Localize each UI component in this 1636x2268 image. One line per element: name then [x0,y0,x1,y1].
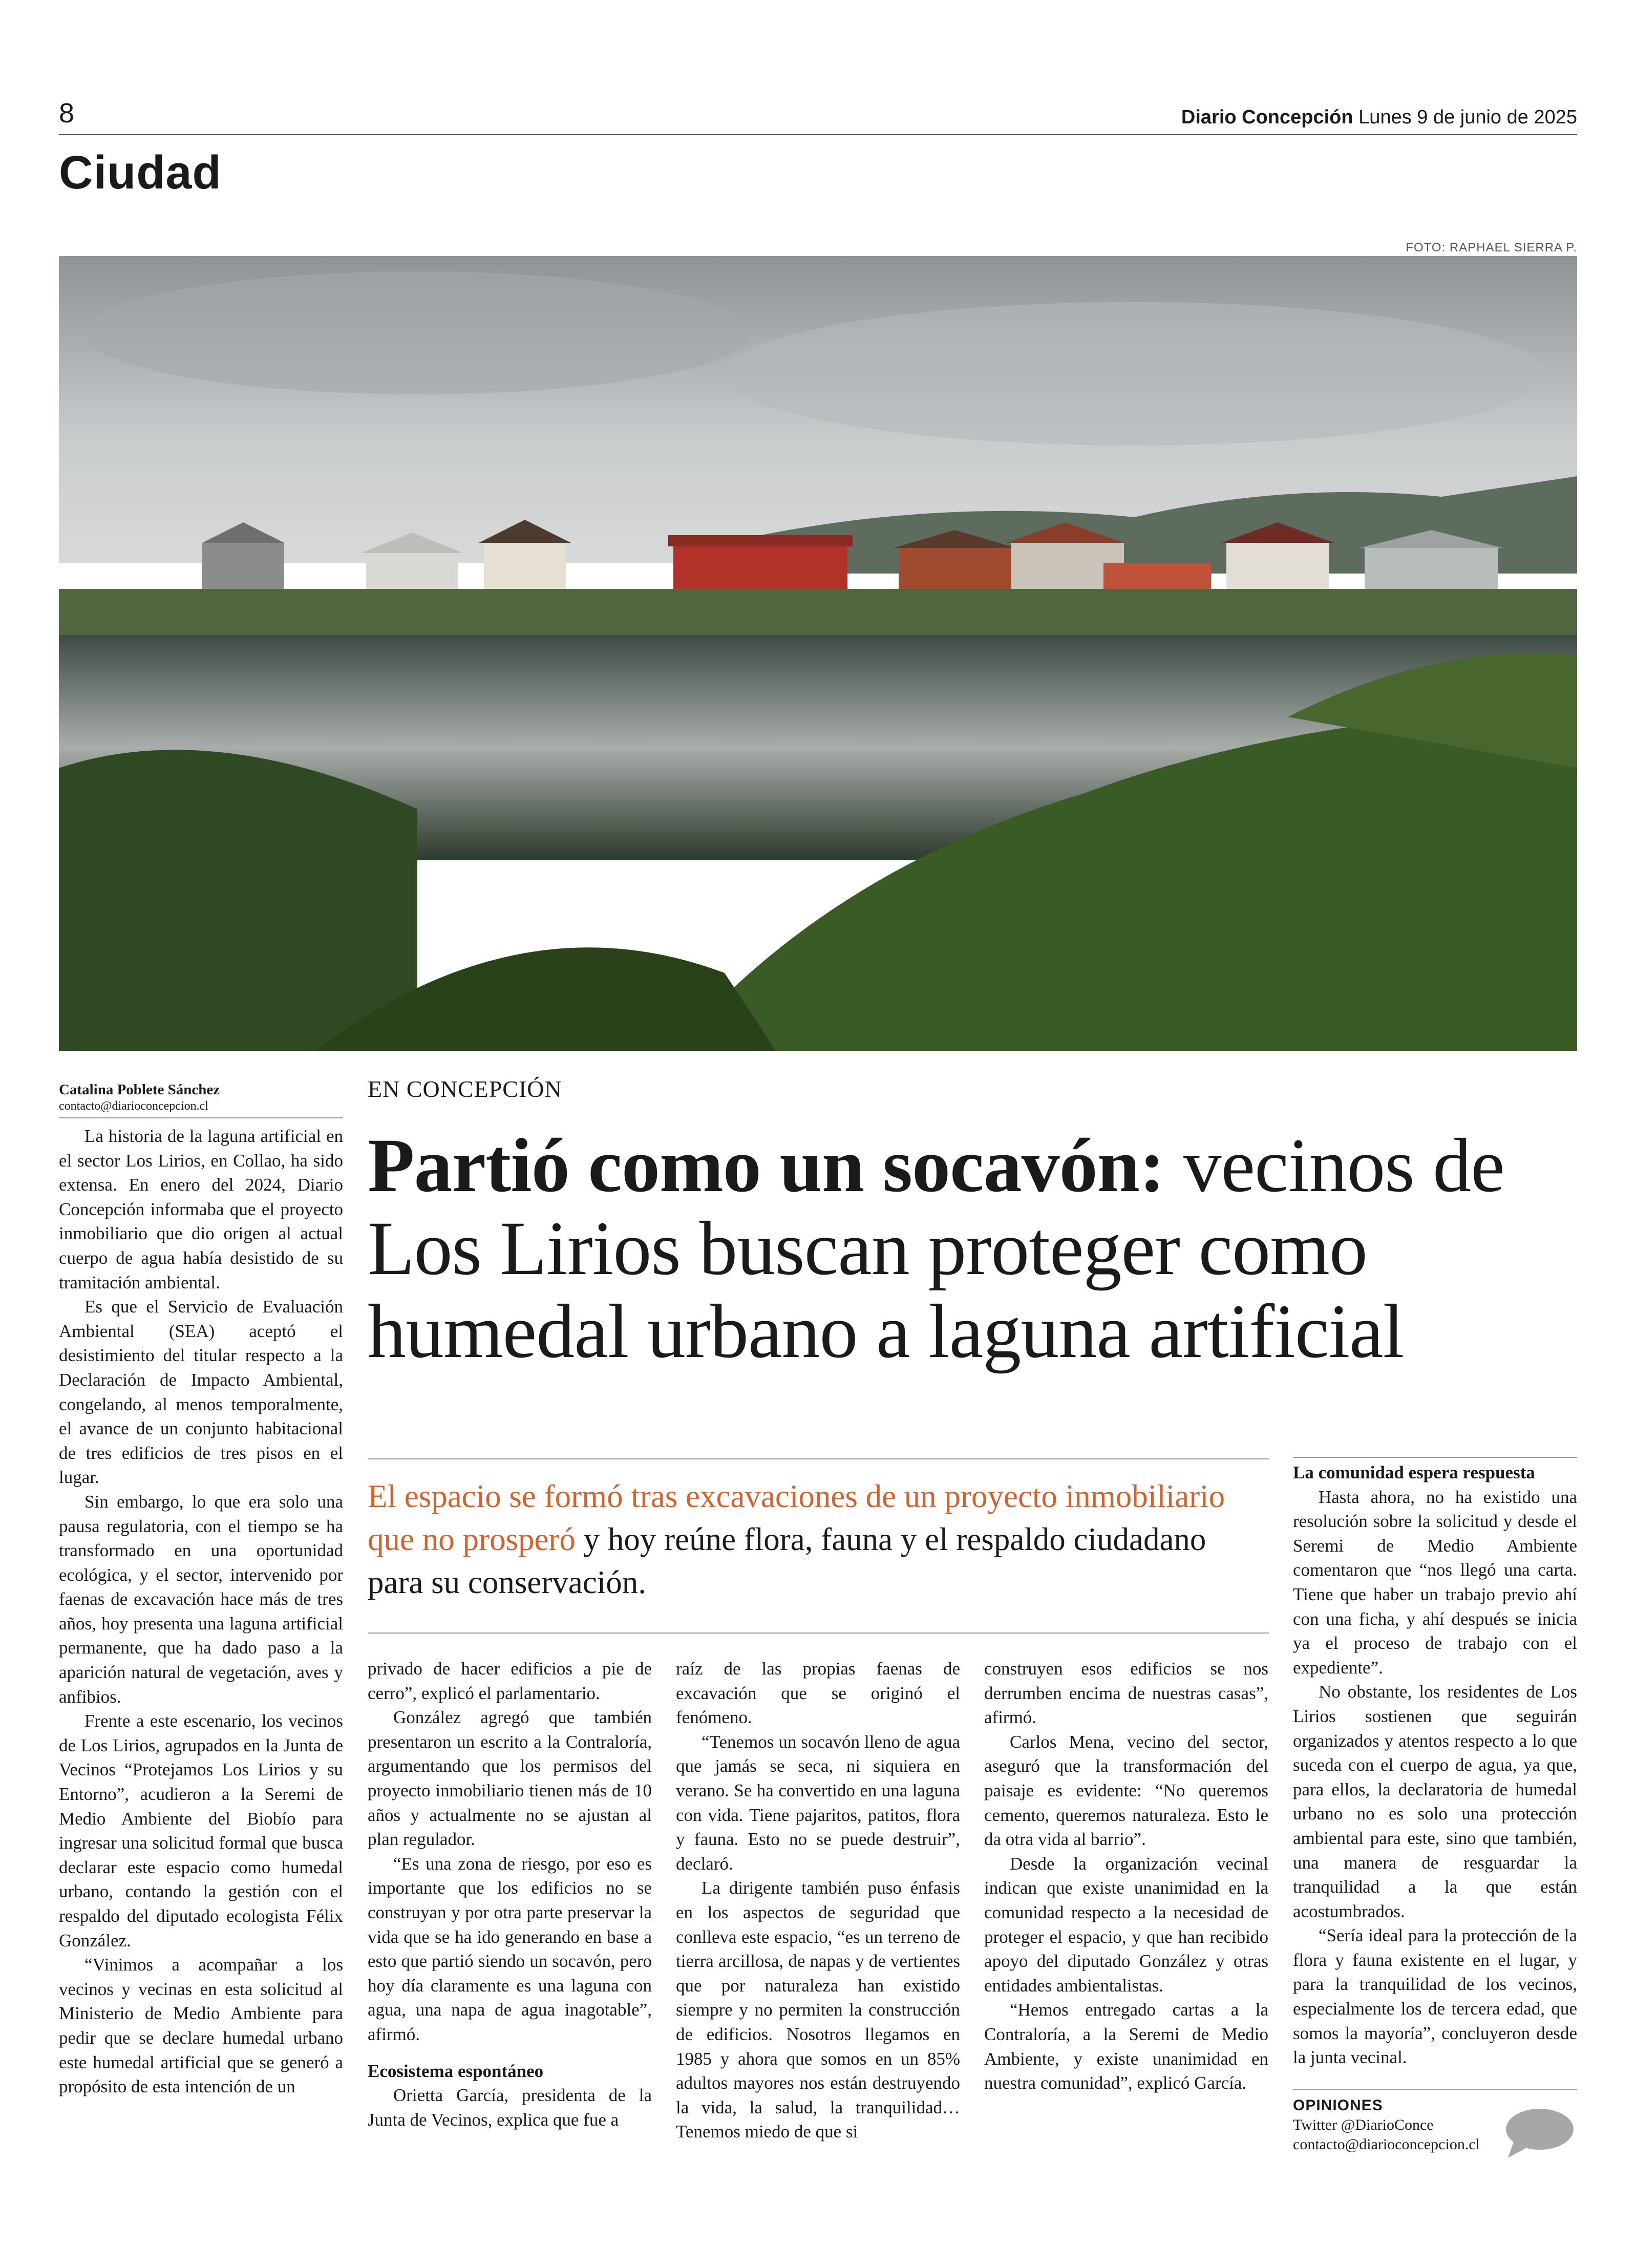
deck-accent: El espacio se formó tras excavaciones de un proyecto inmobiliario que no prosperó [368,1478,1225,1557]
kicker: EN CONCEPCIÓN [368,1076,562,1102]
paragraph: Hasta ahora, no ha existido una resolución sobre la solicitud y desde el Seremi de Medio Ambiente comentaron que “nos llegó una carta. Tiene que haber un trabajo previo ahí con una ficha, y ahí después se inicia ya el proceso de trabajo con el expediente”. [1293,1487,1577,1678]
paragraph: No obstante, los residentes de Los Lirios sostienen que seguirán organizados y atentos respecto a lo que suceda con el cuerpo de agua, ya que, para ellos, la declaratoria de humedal urbano no es solo una protección ambiental para este, sino que también, una manera de resguardar la tranquilidad a la que están acostumbrados. [1293,1682,1577,1921]
paragraph: La historia de la laguna artificial en el sector Los Lirios, en Collao, ha sido extensa. En enero del 2024, Diario Concepción informaba que el proyecto inmobiliario que dio origen al actual cuerpo de agua había desistido de su tramitación ambiental. [59,1126,343,1292]
paragraph: raíz de las propias faenas de excavación que se originó el fenómeno. [676,1659,960,1728]
paragraph: Es que el Servicio de Evaluación Ambiental (SEA) aceptó el desistimiento del titular respecto a la Declaración de Impacto Ambiental, congelando, al menos temporalmente, el avance de un conjunto habitacional de tres edificios de tres pisos en el lugar. [59,1297,343,1488]
paragraph: Carlos Mena, vecino del sector, aseguró que la transformación del paisaje es evidente: “No queremos cemento, queremos naturaleza. Esto le da otra vida al barrio”. [984,1731,1268,1850]
paragraph: “Sería ideal para la protección de la flora y fauna existente en el lugar, y para la tranquilidad de los vecinos, especialmente los de tercera edad, que somos la mayoría”, concluyeron desde la junta vecinal. [1293,1925,1577,2068]
section-title: Ciudad [59,146,222,199]
article-column-3 [676,1657,960,2144]
paragraph: Frente a este escenario, los vecinos de Los Lirios, agrupados en la Junta de Vecinos “Protejamos Los Lirios y su Entorno”, acudieron a la Seremi de Medio Ambiente del Biobío para ingresar una solicitud formal que busca declarar este espacio como humedal urbano, contando la gestión con el respaldo del diputado ecologista Félix González. [59,1711,343,1951]
paragraph: “Vinimos a acompañar a los vecinos y vecinas en esta solicitud al Ministerio de Medio Ambiente para pedir que se declare humedal urbano este humedal artificial que se generó a propósito de esta intención de un [59,1955,343,2097]
cloud [84,271,750,394]
paragraph: Orietta García, presidenta de la Junta de Vecinos, explica que fue a [368,2085,652,2130]
article-column-5 [1293,1460,1577,2070]
deck-rule [368,1633,1269,1634]
byline-author: Catalina Poblete Sánchez [59,1082,220,1098]
paragraph: Desde la organización vecinal indican que existe unanimidad en la comunidad respecto a la necesidad de proteger el espacio, y que han recibido apoyo del diputado González y otras entidades ambientalistas. [984,1853,1268,1996]
headline-rule [368,1458,1269,1459]
byline-email: contacto@diarioconcepcion.cl [59,1099,208,1113]
headline-bold: Partió como un socavón: [368,1123,1165,1208]
byline-rule [59,1117,343,1118]
page-number: 8 [59,98,75,129]
deck [368,1475,1248,1604]
subhead-comunidad: La comunidad espera respuesta [1293,1462,1535,1482]
paragraph: Sin embargo, lo que era solo una pausa regulatoria, con el tiempo se ha transformado en una oportunidad ecológica, y el sector, intervenido por faenas de excavación hace más de tres años, hoy presenta una laguna artificial permanente, que ha dado paso a la aparición natural de vegetación, aves y anfibios. [59,1491,343,1707]
article-column-4 [984,1657,1268,2095]
opiniones-twitter[interactable]: Twitter @DiarioConce [1293,2116,1434,2133]
header-rule [59,134,1577,135]
column-5-rule [1293,1457,1577,1458]
headline-rest: vecinos de Los Lirios buscan proteger como humedal urbano a laguna artificial [368,1123,1504,1374]
paragraph: “Hemos entregado cartas a la Contraloría, a la Seremi de Medio Ambiente, y existe unanimidad en nuestra comunidad”, explicó García. [984,2000,1268,2093]
masthead-line [1181,107,1577,129]
subhead-ecosistema: Ecosistema espontáneo [368,2061,544,2081]
headline [368,1124,1581,1373]
paragraph: González agregó que también presentaron un escrito a la Contraloría, argumentando que los permisos del proyecto inmobiliario tienen más de 10 años y actualmente no se ajustan al plan regulador. [368,1707,652,1850]
opiniones-rule [1293,2089,1577,2090]
paragraph: La dirigente también puso énfasis en los aspectos de seguridad que conlleva este espacio, “es un terreno de tierra arcillosa, de napas y de vertientes que por naturaleza han existido siempre y no permiten la construcción de edificios. Nosotros llegamos en 1985 y ahora que somos en un 85% adultos mayores nos están destruyendo la vida, la salud, la tranquilidad… Tenemos miedo de que si [676,1878,960,2142]
article-column-1 [59,1124,343,2099]
lagoon-photo [59,256,1577,1051]
opiniones-title: OPINIONES [1293,2097,1383,2114]
paragraph: “Tenemos un socavón lleno de agua que jamás se seca, ni siquiera en verano. Se ha convertido en una laguna con vida. Tiene pajaritos, patitos, flora y fauna. Esto no se puede destruir”, declaró. [676,1731,960,1874]
photo-credit: FOTO: RAPHAEL SIERRA P. [1406,241,1577,255]
opiniones-email[interactable]: contacto@diarioconcepcion.cl [1293,2136,1480,2153]
paragraph: privado de hacer edificios a pie de cerro”, explicó el parlamentario. [368,1659,652,1703]
deck-rest: y hoy reúne flora, fauna y el respaldo ciudadano para su conservación. [368,1521,1206,1600]
speech-bubble-icon [1503,2105,1575,2161]
paragraph: “Es una zona de riesgo, por eso es importante que los edificios no se construyan y por otra parte preservar la vida que se ha ido generando en base a esto que partió siendo un socavón, pero hoy día claramente es una laguna con agua, una napa de agua inagotable”, afirmó. [368,1853,652,2044]
paper-name: Diario Concepción [1181,107,1353,128]
foreground-shrubs-left [59,750,417,1051]
lagoon-illustration [59,256,1577,1051]
article-column-2 [368,1657,652,2132]
issue-date: Lunes 9 de junio de 2025 [1358,107,1577,128]
cloud [725,302,1544,446]
paragraph: construyen esos edificios se nos derrumben encima de nuestras casas”, afirmó. [984,1659,1268,1728]
